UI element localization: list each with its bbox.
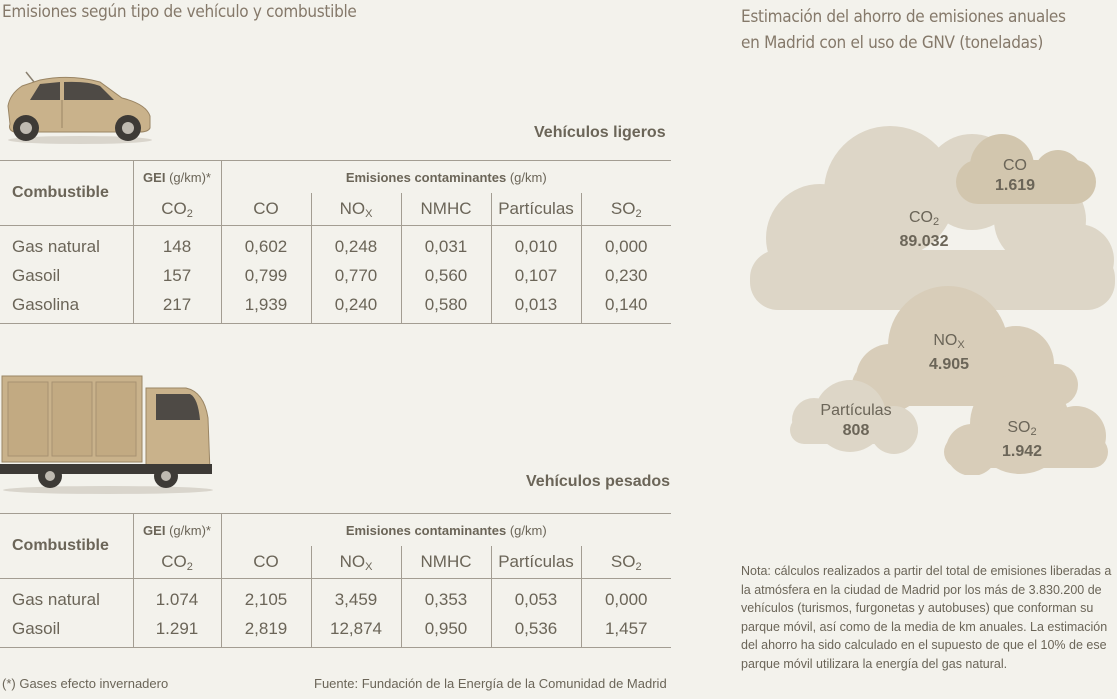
nox-value: 4.905 [928, 356, 970, 373]
col-combustible: Combustible [0, 514, 133, 579]
cell: 0,053 [491, 579, 581, 615]
table-row [0, 290, 671, 324]
nox-cloud-label: $NO_X$ 4.905 [916, 331, 982, 375]
col-so2: $SO_2$ [581, 546, 671, 579]
col-particulas: Partículas [491, 193, 581, 226]
light-vehicles-heading: Vehículos ligeros [534, 124, 666, 141]
particulas-label: Partículas [820, 402, 892, 419]
cell: 12,874 [311, 614, 401, 648]
col-so2: $SO_2$ [581, 193, 671, 226]
cell: 0,000 [604, 589, 648, 609]
particulas-cloud-label [808, 401, 904, 441]
right-title-line2: en Madrid con el uso de GNV (toneladas) [741, 33, 1044, 53]
cell: 0,248 [311, 226, 401, 262]
cell: 1.074 [133, 579, 221, 615]
cell: 0,000 [604, 236, 648, 256]
cell: 0,353 [401, 579, 491, 615]
table-row [0, 614, 671, 648]
right-title-line1: Estimación del ahorro de emisiones anuales [741, 7, 1066, 27]
cell: 0,770 [311, 261, 401, 290]
cell: 0,013 [491, 290, 581, 324]
so2-cloud-label: $SO_2$ 1.942 [990, 418, 1054, 462]
note-text: Nota: cálculos realizados a partir del total de emisiones liberadas a la atmósfera en la ciudad de Madrid por los más de 3.830.200 de vehículos (turismos, furgonetas y autobuses) que conforman su parque móvil, así como de la media de km anuales. La estimación del ahorro ha sido calculado en el supuesto de que el 10% de ese parque móvil utilizara la energía del gas natural. [741, 564, 1112, 671]
cell: 0,536 [491, 614, 581, 648]
row-name: Gas natural [0, 226, 133, 262]
cell: 0,602 [221, 226, 311, 262]
table-row [0, 226, 671, 262]
cell: 148 [133, 226, 221, 262]
right-title [741, 4, 1066, 56]
col-combustible: Combustible [0, 161, 133, 226]
row-name: Gasoil [0, 261, 133, 290]
gei-header: GEI (g/km)* [133, 514, 221, 547]
car-icon [0, 64, 156, 146]
emissions-header: Emisiones contaminantes (g/km) [221, 514, 671, 547]
table-row [0, 579, 671, 615]
row-name: Gas natural [0, 579, 133, 615]
cell: 157 [133, 261, 221, 290]
cell: 0,010 [491, 226, 581, 262]
cell: 0,799 [221, 261, 311, 290]
truck-icon [0, 372, 215, 496]
light-vehicles-table [0, 160, 671, 324]
particulas-value: 808 [842, 422, 870, 439]
footnote: (*) Gases efecto invernadero [2, 676, 169, 691]
cell: 0,950 [401, 614, 491, 648]
left-title: Emisiones según tipo de vehículo y combustible [2, 2, 357, 22]
co-label: CO [1003, 157, 1027, 174]
heavy-vehicles-table [0, 513, 671, 648]
col-nox: $NO_X$ [311, 193, 401, 226]
col-co2: $CO_2$ [133, 546, 221, 579]
co2-value: 89.032 [899, 233, 949, 250]
cell: 0,580 [401, 290, 491, 324]
row-name: Gasoil [0, 614, 133, 648]
cell: 0,107 [491, 261, 581, 290]
col-co: CO [221, 193, 311, 226]
col-nox: $NO_X$ [311, 546, 401, 579]
cell: 0,140 [581, 290, 671, 324]
cell: 0,230 [604, 265, 648, 285]
cell: 217 [133, 290, 221, 324]
cell: 1,939 [221, 290, 311, 324]
cell: 0,560 [401, 261, 491, 290]
col-co2: $CO_2$ [133, 193, 221, 226]
col-nmhc: NMHC [401, 546, 491, 579]
heavy-vehicles-heading: Vehículos pesados [526, 473, 671, 490]
so2-value: 1.942 [1001, 443, 1043, 460]
cell: 0,240 [311, 290, 401, 324]
col-particulas: Partículas [491, 546, 581, 579]
cell: 0,031 [401, 226, 491, 262]
cell: 2,105 [221, 579, 311, 615]
row-name: Gasolina [0, 290, 133, 324]
cell: 1.291 [133, 614, 221, 648]
gei-header: GEI (g/km)* [133, 161, 221, 194]
emission-clouds [740, 110, 1117, 475]
emissions-header: Emisiones contaminantes (g/km) [221, 161, 671, 194]
co-value: 1.619 [994, 177, 1036, 194]
cell: 1,457 [581, 614, 671, 648]
col-nmhc: NMHC [401, 193, 491, 226]
co-cloud-label [985, 156, 1045, 196]
table-row [0, 261, 671, 290]
source: Fuente: Fundación de la Energía de la Comunidad de Madrid [314, 676, 667, 691]
co2-cloud-label: $CO_2$ 89.032 [884, 208, 964, 252]
col-co: CO [221, 546, 311, 579]
cell: 3,459 [311, 579, 401, 615]
cell: 2,819 [221, 614, 311, 648]
